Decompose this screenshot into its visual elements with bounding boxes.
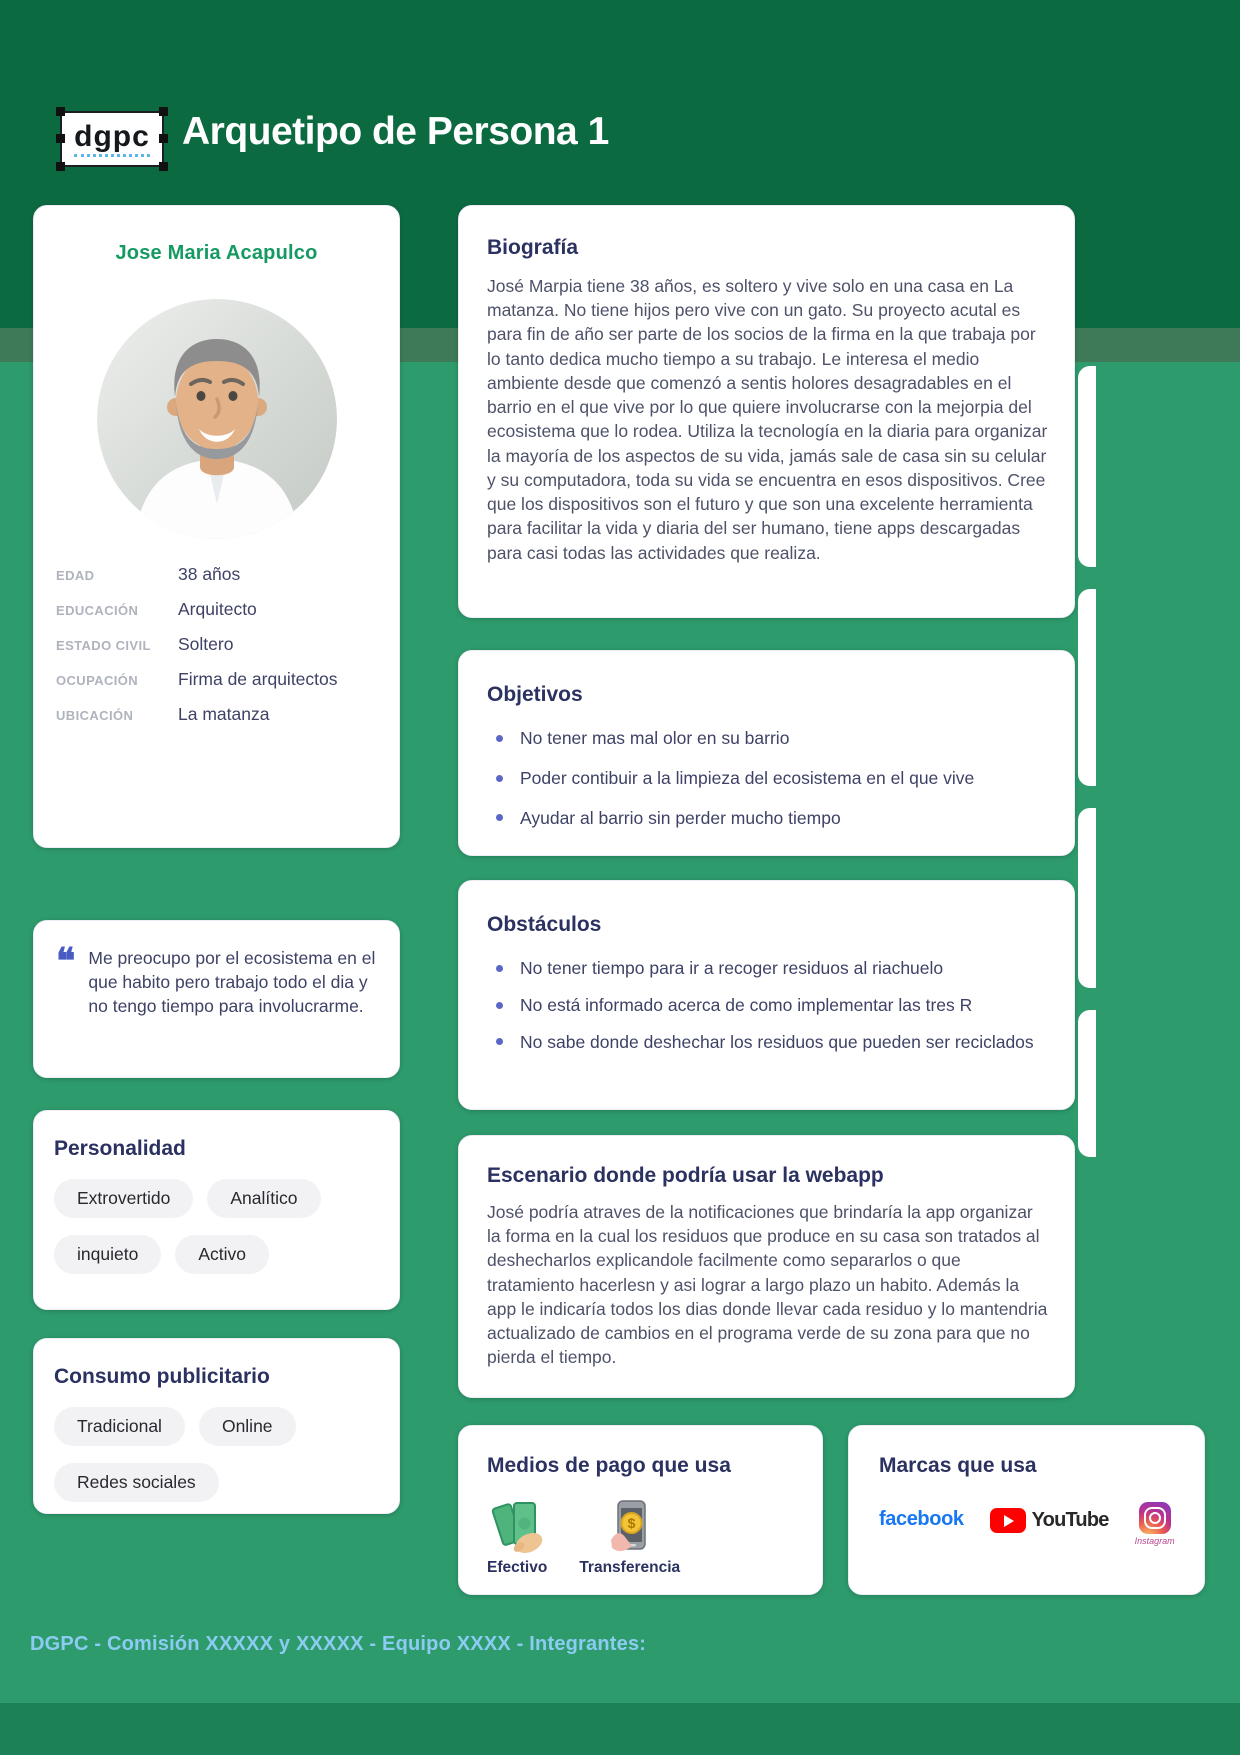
objetivos-list — [487, 727, 1048, 829]
cash-icon — [489, 1498, 545, 1554]
field-value: 38 años — [178, 564, 241, 584]
consumo-tag: Tradicional — [54, 1407, 185, 1446]
field-label: ESTADO CIVIL — [56, 638, 151, 653]
consumo-title: Consumo publicitario — [54, 1365, 270, 1388]
profile-fields — [56, 564, 383, 725]
medios-pago-card — [458, 1425, 823, 1595]
payment-transferencia — [579, 1498, 680, 1577]
field-value: Firma de arquitectos — [178, 669, 338, 689]
medios-pago-title: Medios de pago que usa — [487, 1454, 731, 1477]
footer-credits: DGPC - Comisión XXXXX y XXXXX - Equipo XXXX - Integrantes: — [30, 1633, 647, 1655]
instagram-logo — [1135, 1502, 1175, 1546]
objetivos-card — [458, 650, 1075, 856]
bullet-dot-icon — [496, 814, 503, 821]
objetivo-text: Ayudar al barrio sin perder mucho tiempo — [520, 807, 841, 828]
adjacent-page-edge — [1078, 808, 1096, 988]
person-portrait-illustration — [97, 299, 337, 539]
objetivos-title: Objetivos — [487, 683, 583, 706]
brand-logos — [879, 1508, 1204, 1546]
obstaculos-list — [487, 957, 1048, 1053]
phone-transfer-icon — [602, 1498, 658, 1554]
profile-photo — [97, 299, 337, 539]
quote-card — [33, 920, 400, 1078]
field-label: OCUPACIÓN — [56, 673, 139, 688]
youtube-logo — [990, 1508, 1109, 1533]
persona-name: Jose Maria Acapulco — [115, 242, 318, 264]
quote-text: Me preocupo por el ecosistema en el que habito pero trabajo todo el dia y no tengo tiempo para involucrarme. — [88, 948, 376, 1016]
quote-icon: ❝ — [56, 940, 76, 981]
obstaculo-item — [487, 957, 1048, 980]
field-value: La matanza — [178, 704, 270, 724]
selection-handle[interactable] — [159, 107, 168, 116]
obstaculo-item — [487, 1031, 1048, 1054]
field-label: EDUCACIÓN — [56, 603, 139, 618]
bullet-dot-icon — [496, 965, 503, 972]
objetivo-item — [487, 807, 1048, 830]
selection-handle[interactable] — [159, 134, 168, 143]
field-label: UBICACIÓN — [56, 708, 134, 723]
profile-field-row — [56, 564, 383, 585]
adjacent-page-edge — [1078, 1010, 1096, 1157]
profile-field-row — [56, 599, 383, 620]
selection-handle[interactable] — [56, 134, 65, 143]
page-title: Arquetipo de Persona 1 — [182, 110, 609, 153]
personalidad-card — [33, 1110, 400, 1310]
payment-label: Transferencia — [579, 1559, 681, 1576]
personality-tag: Activo — [175, 1235, 269, 1274]
personalidad-title: Personalidad — [54, 1137, 186, 1160]
bottom-bar — [0, 1703, 1240, 1755]
payment-methods — [487, 1498, 822, 1577]
dgpc-logo-text: dgpc — [74, 122, 150, 157]
youtube-play-icon — [990, 1508, 1026, 1533]
youtube-wordmark: YouTube — [1031, 1509, 1109, 1531]
selection-handle[interactable] — [159, 162, 168, 171]
adjacent-page-edge — [1078, 589, 1096, 786]
objetivo-text: No tener mas mal olor en su barrio — [520, 728, 790, 748]
field-value: Arquitecto — [178, 599, 257, 619]
consumo-tag: Online — [199, 1407, 296, 1446]
consumo-card — [33, 1338, 400, 1514]
obstaculo-item — [487, 994, 1048, 1017]
adjacent-page-edge — [1078, 366, 1096, 567]
profile-field-row — [56, 669, 383, 690]
escenario-text: José podría atraves de la notificaciones que brindaría la app organizar la forma en la cual los residuos que produce en su casa son tratados al deshecharlos explicandole facilmente como separarlos o que tratamiento hacerlesn y asi lograr a largo plazo un habito. Además la app le indicaría todos los dias donde llevar cada residuo y lo mantendria actualizado de cambios en el programa verde de su zona para que no pierda el tiempo. — [487, 1202, 1048, 1368]
obstaculo-text: No tener tiempo para ir a recoger residuos al riachuelo — [520, 958, 944, 978]
bullet-dot-icon — [496, 1038, 503, 1045]
selection-handle[interactable] — [56, 162, 65, 171]
instagram-wordmark: Instagram — [1134, 1536, 1175, 1546]
obstaculos-card — [458, 880, 1075, 1110]
bullet-dot-icon — [496, 1002, 503, 1009]
personality-tag: Extrovertido — [54, 1179, 193, 1218]
objetivo-item — [487, 727, 1048, 750]
facebook-logo: facebook — [879, 1508, 964, 1530]
obstaculo-text: No sabe donde deshechar los residuos que pueden ser reciclados — [520, 1031, 1034, 1052]
field-label: EDAD — [56, 568, 95, 583]
marcas-title: Marcas que usa — [879, 1454, 1037, 1477]
escenario-title: Escenario donde podría usar la webapp — [487, 1164, 884, 1187]
instagram-camera-icon — [1139, 1502, 1171, 1534]
bullet-dot-icon — [496, 735, 503, 742]
consumo-tag: Redes sociales — [54, 1463, 219, 1502]
consumo-tags — [54, 1407, 379, 1502]
payment-label: Efectivo — [487, 1559, 548, 1576]
personality-tag: inquieto — [54, 1235, 161, 1274]
svg-text:$: $ — [627, 1515, 636, 1531]
obstaculos-title: Obstáculos — [487, 913, 602, 936]
profile-field-row — [56, 704, 383, 725]
personality-tag: Analítico — [207, 1179, 320, 1218]
dgpc-logo[interactable] — [60, 111, 164, 167]
profile-field-row — [56, 634, 383, 655]
biografia-card — [458, 205, 1075, 618]
field-value: Soltero — [178, 634, 234, 654]
personalidad-tags — [54, 1179, 379, 1274]
bullet-dot-icon — [496, 775, 503, 782]
marcas-card — [848, 1425, 1205, 1595]
selection-handle[interactable] — [56, 107, 65, 116]
obstaculo-text: No está informado acerca de como implementar las tres R — [520, 994, 973, 1015]
payment-efectivo — [487, 1498, 547, 1577]
escenario-card — [458, 1135, 1075, 1398]
objetivo-item — [487, 767, 1048, 790]
profile-card — [33, 205, 400, 848]
objetivo-text: Poder contibuir a la limpieza del ecosistema en el que vive — [520, 767, 975, 788]
biografia-title: Biografía — [487, 236, 579, 259]
biografia-text: José Marpia tiene 38 años, es soltero y vive solo en una casa en La matanza. No tiene hijos pero vive con un gato. Su proyecto acutal es para fin de año ser parte de los socios de la firma en la que trabaja por lo tanto dedica mucho tiempo a su trabajo. Le interesa el medio ambiente desde que comenzó a sentis holores desagradables en el barrio en el que vive por lo que quiere involucrarse con la mejorpia del ecosistema que lo rodea. Utiliza la tecnología en la diaria para organizar la mayoría de los aspectos de su vida, jamás sale de casa sin su celular y su computadora, toda su vida se encuentra en esos dispositivos. Cree que los dispositivos son el futuro y que son una excelente herramienta para facilitar la vida y diaria del ser humano, tiene apps descargadas para casi todas las actividades que realiza. — [487, 276, 1048, 563]
